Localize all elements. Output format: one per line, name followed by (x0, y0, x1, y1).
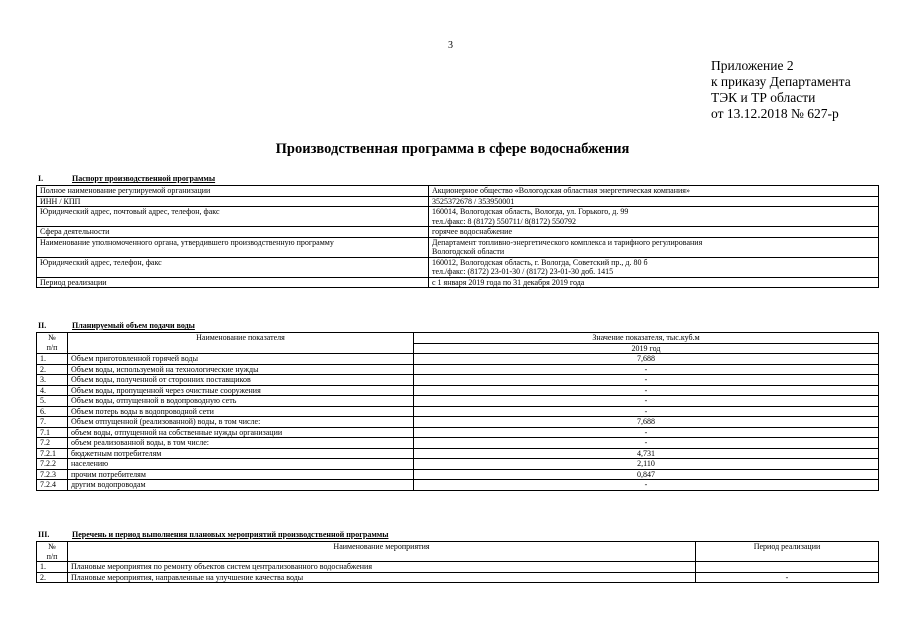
section-title: Планируемый объем подачи воды (72, 321, 195, 330)
table-cell: - (414, 427, 879, 438)
table-cell: 4,731 (414, 448, 879, 459)
table-cell: Объем потерь воды в водопроводной сети (68, 406, 414, 417)
section-number: I. (38, 174, 44, 183)
page-number: 3 (448, 40, 453, 51)
table-cell: 7.2.1 (37, 448, 68, 459)
table-cell: 7,688 (414, 417, 879, 428)
table-cell: 7.2.2 (37, 459, 68, 470)
table-cell: 1. (37, 354, 68, 365)
table-cell (429, 257, 879, 277)
table-cell: Объем воды, полученной от сторонних поставщиков (68, 375, 414, 386)
appendix-block (711, 58, 851, 122)
table-cell (429, 237, 879, 257)
table-cell: 2. (37, 572, 68, 583)
table-cell: Полное наименование регулируемой организации (37, 186, 429, 197)
table-cell: 3525372678 / 353950001 (429, 196, 879, 207)
table-header-row (37, 333, 879, 344)
header-line: № (48, 333, 56, 342)
table-cell (429, 207, 879, 227)
table-row (37, 438, 879, 449)
table-row (37, 237, 879, 257)
section-number: II. (38, 321, 47, 330)
table-row (37, 354, 879, 365)
water-volume-table (36, 332, 879, 491)
measures-table (36, 541, 879, 583)
table-cell: Сфера деятельности (37, 227, 429, 238)
header-line: п/п (46, 342, 58, 352)
table-cell: Юридический адрес, телефон, факс (37, 257, 429, 277)
cell-line: Департамент топливно-энергетического комплекса и тарифного регулирования (432, 237, 703, 247)
table-cell: 7.2.3 (37, 469, 68, 480)
table-cell: Объем воды, используемой на технологические нужды (68, 364, 414, 375)
table-cell: - (414, 480, 879, 491)
section-1-heading (38, 174, 215, 183)
table-cell: - (414, 364, 879, 375)
table-cell: прочим потребителям (68, 469, 414, 480)
table-row (37, 417, 879, 428)
cell-line: тел./факс: 8 (8172) 550711/ 8(8172) 550792 (432, 216, 577, 226)
table-cell: горячее водоснабжение (429, 227, 879, 238)
table-cell: Юридический адрес, почтовый адрес, телефон, факс (37, 207, 429, 227)
document-title: Производственная программа в сфере водоснабжения (275, 141, 630, 157)
table-row (37, 459, 879, 470)
passport-table (36, 185, 879, 288)
table-cell: объем реализованной воды, в том числе: (68, 438, 414, 449)
table-row (37, 375, 879, 386)
table-cell: - (414, 406, 879, 417)
header-line: № (48, 542, 56, 551)
cell-line: Вологодской области (432, 247, 505, 256)
table-cell: Объем воды, пропущенной через очистные сооружения (68, 385, 414, 396)
table-cell: 7. (37, 417, 68, 428)
table-cell: Плановые мероприятия по ремонту объектов систем централизованного водоснабжения (68, 562, 696, 573)
appendix-line: от 13.12.2018 № 627-р (711, 106, 839, 121)
table-row (37, 196, 879, 207)
section-title: Паспорт производственной программы (72, 174, 216, 183)
table-row (37, 448, 879, 459)
table-cell: Объем приготовленной горячей воды (68, 354, 414, 365)
header-cell: Значение показателя, тыс.куб.м (414, 333, 879, 344)
table-cell: 7.2.4 (37, 480, 68, 491)
section-2-heading (38, 321, 195, 330)
header-cell: Наименование показателя (68, 333, 414, 354)
header-cell (37, 333, 68, 354)
table-row (37, 406, 879, 417)
table-cell: 1. (37, 562, 68, 573)
table-cell: бюджетным потребителям (68, 448, 414, 459)
table-cell: 4. (37, 385, 68, 396)
table-row (37, 257, 879, 277)
table-row (37, 396, 879, 407)
header-line: п/п (46, 551, 58, 561)
table-cell: Акционерное общество «Вологодская областная энергетическая компания» (429, 186, 879, 197)
table-row (37, 207, 879, 227)
table-row (37, 186, 879, 197)
header-cell: 2019 год (414, 343, 879, 354)
table-row (37, 364, 879, 375)
table-cell: 2,110 (414, 459, 879, 470)
table-cell: объем воды, отпущенной на собственные нужды организации (68, 427, 414, 438)
table-cell: 0,847 (414, 469, 879, 480)
table-cell (696, 562, 879, 573)
section-title: Перечень и период выполнения плановых мероприятий производственной программы (72, 530, 389, 539)
table-cell: другим водопроводам (68, 480, 414, 491)
table-row (37, 562, 879, 573)
table-cell: Плановые мероприятия, направленные на улучшение качества воды (68, 572, 696, 583)
header-cell: Период реализации (696, 542, 879, 562)
table-cell: - (414, 375, 879, 386)
appendix-line: ТЭК и ТР области (711, 90, 816, 105)
table-cell: Объем воды, отпущенной в водопроводную сеть (68, 396, 414, 407)
section-3-heading (38, 530, 388, 539)
table-cell: 7.2 (37, 438, 68, 449)
table-cell: населению (68, 459, 414, 470)
table-cell: 6. (37, 406, 68, 417)
table-cell: - (414, 396, 879, 407)
table-row (37, 480, 879, 491)
table-cell: с 1 января 2019 года по 31 декабря 2019 года (429, 277, 879, 288)
table-cell: 7,688 (414, 354, 879, 365)
table-row (37, 277, 879, 288)
table-cell: 2. (37, 364, 68, 375)
cell-line: 160012, Вологодская область, г. Вологда, Советский пр., д. 80 б (432, 257, 648, 267)
table-row (37, 227, 879, 238)
table-cell: 5. (37, 396, 68, 407)
table-row (37, 572, 879, 583)
table-row (37, 427, 879, 438)
table-cell: - (696, 572, 879, 583)
table-cell: - (414, 385, 879, 396)
table-row (37, 385, 879, 396)
table-cell: 3. (37, 375, 68, 386)
table-cell: Объем отпущенной (реализованной) воды, в том числе: (68, 417, 414, 428)
table-cell: - (414, 438, 879, 449)
table-cell: ИНН / КПП (37, 196, 429, 207)
cell-line: 160014, Вологодская область, Вологда, ул. Горького, д. 99 (432, 207, 629, 216)
header-cell: Наименование мероприятия (68, 542, 696, 562)
section-number: III. (38, 530, 50, 539)
table-cell: Наименование уполномоченного органа, утвердившего производственную программу (37, 237, 429, 257)
header-cell (37, 542, 68, 562)
cell-line: тел./факс: (8172) 23-01-30 / (8172) 23-01-30 доб. 1415 (432, 267, 614, 276)
table-row (37, 469, 879, 480)
table-header-row (37, 542, 879, 562)
appendix-line: к приказу Департамента (711, 74, 851, 89)
table-cell: 7.1 (37, 427, 68, 438)
table-cell: Период реализации (37, 277, 429, 288)
appendix-line: Приложение 2 (711, 58, 794, 73)
